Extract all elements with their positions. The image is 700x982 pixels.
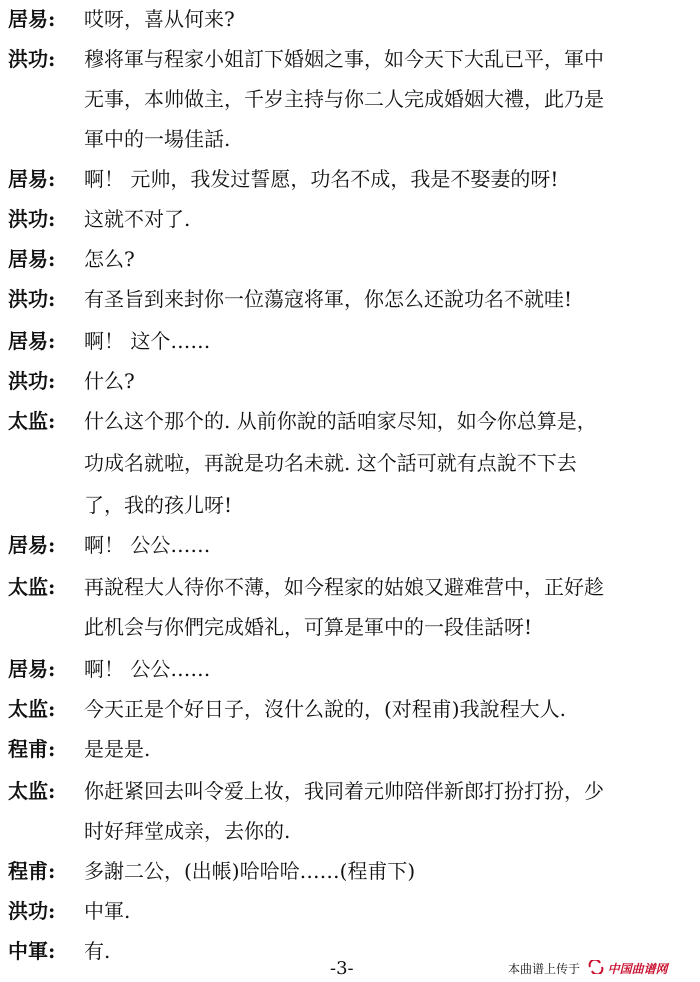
dialogue-line [8, 366, 696, 396]
dialogue-text: 啊！ 这个…… [84, 329, 211, 353]
dialogue-line [8, 244, 696, 274]
speaker-name: 居易: [8, 7, 56, 31]
dialogue-text: 你赶紧回去叫令爱上妆，我同着元帅陪伴新郎打扮打扮，少 [84, 779, 604, 803]
dialogue-line [8, 204, 696, 234]
dialogue-continuation [8, 124, 696, 154]
dialogue-line [8, 284, 696, 314]
speaker-name: 居易: [8, 329, 56, 353]
dialogue-text: 无事，本帅做主，千岁主持与你二人完成婚姻大禮，此乃是 [84, 87, 604, 111]
dialogue-line [8, 326, 696, 356]
dialogue-line [8, 164, 696, 194]
speaker-name: 太监: [8, 779, 56, 803]
speaker-name: 洪功: [8, 47, 56, 71]
dialogue-text: 啊！ 公公…… [84, 533, 211, 557]
dialogue-continuation [8, 490, 696, 520]
speaker-name: 居易: [8, 247, 56, 271]
dialogue-text: 啊！ 元帅，我发过誓愿，功名不成，我是不娶妻的呀! [84, 167, 559, 191]
site-logo-icon [588, 960, 604, 979]
dialogue-line [8, 44, 696, 74]
speaker-name: 程甫: [8, 737, 56, 761]
dialogue-line [8, 572, 696, 602]
speaker-name: 太监: [8, 697, 56, 721]
dialogue-text: 穆将軍与程家小姐訂下婚姻之事，如今天下大乱已平，軍中 [84, 47, 604, 71]
dialogue-line [8, 776, 696, 806]
speaker-name: 太监: [8, 575, 56, 599]
speaker-name: 洪功: [8, 369, 56, 393]
dialogue-text: 是是是. [84, 737, 151, 761]
dialogue-text: 軍中的一場佳話. [84, 127, 231, 151]
dialogue-continuation [8, 816, 696, 846]
dialogue-continuation [8, 84, 696, 114]
dialogue-text: 今天正是个好日子，沒什么說的，(对程甫)我說程大人. [84, 697, 566, 721]
dialogue-line [8, 654, 696, 684]
dialogue-text: 什么这个那个的. 从前你說的話咱家尽知，如今你总算是， [84, 409, 597, 433]
speaker-name: 居易: [8, 657, 56, 681]
dialogue-line [8, 530, 696, 560]
dialogue-text: 此机会与你們完成婚礼，可算是軍中的一段佳話呀! [84, 615, 533, 639]
page-number: -3- [330, 958, 354, 979]
speaker-name: 居易: [8, 533, 56, 557]
dialogue-text: 有圣旨到来封你一位蕩寇将軍，你怎么还說功名不就哇! [84, 287, 573, 311]
dialogue-text: 了，我的孩儿呀! [84, 493, 233, 517]
dialogue-continuation [8, 612, 696, 642]
site-name: 中国曲谱网 [607, 962, 668, 976]
speaker-name: 洪功: [8, 207, 56, 231]
dialogue-text: 什么? [84, 369, 135, 393]
dialogue-line [8, 856, 696, 886]
dialogue-line [8, 734, 696, 764]
dialogue-text: 这就不对了. [84, 207, 191, 231]
dialogue-line [8, 694, 696, 724]
dialogue-text: 有. [84, 939, 111, 963]
dialogue-text: 多謝二公，(出帳)哈哈哈……(程甫下) [84, 859, 416, 883]
dialogue-text: 再說程大人待你不薄，如今程家的姑娘又避难营中，正好趁 [84, 575, 604, 599]
dialogue-line [8, 406, 696, 436]
dialogue-continuation [8, 448, 696, 478]
dialogue-line [8, 4, 696, 34]
speaker-name: 居易: [8, 167, 56, 191]
dialogue-line [8, 896, 696, 926]
speaker-name: 中軍: [8, 939, 56, 963]
dialogue-text: 时好拜堂成亲，去你的. [84, 819, 291, 843]
speaker-name: 洪功: [8, 287, 56, 311]
speaker-name: 洪功: [8, 899, 56, 923]
speaker-name: 程甫: [8, 859, 56, 883]
source-prefix: 本曲谱上传于 [508, 962, 581, 976]
source-credit [508, 960, 668, 979]
dialogue-text: 功成名就啦，再說是功名未就. 这个話可就有点說不下去 [84, 451, 577, 475]
dialogue-text: 中軍. [84, 899, 131, 923]
speaker-name: 太监: [8, 409, 56, 433]
dialogue-text: 哎呀，喜从何来? [84, 7, 235, 31]
dialogue-text: 啊！ 公公…… [84, 657, 211, 681]
dialogue-text: 怎么? [84, 247, 135, 271]
